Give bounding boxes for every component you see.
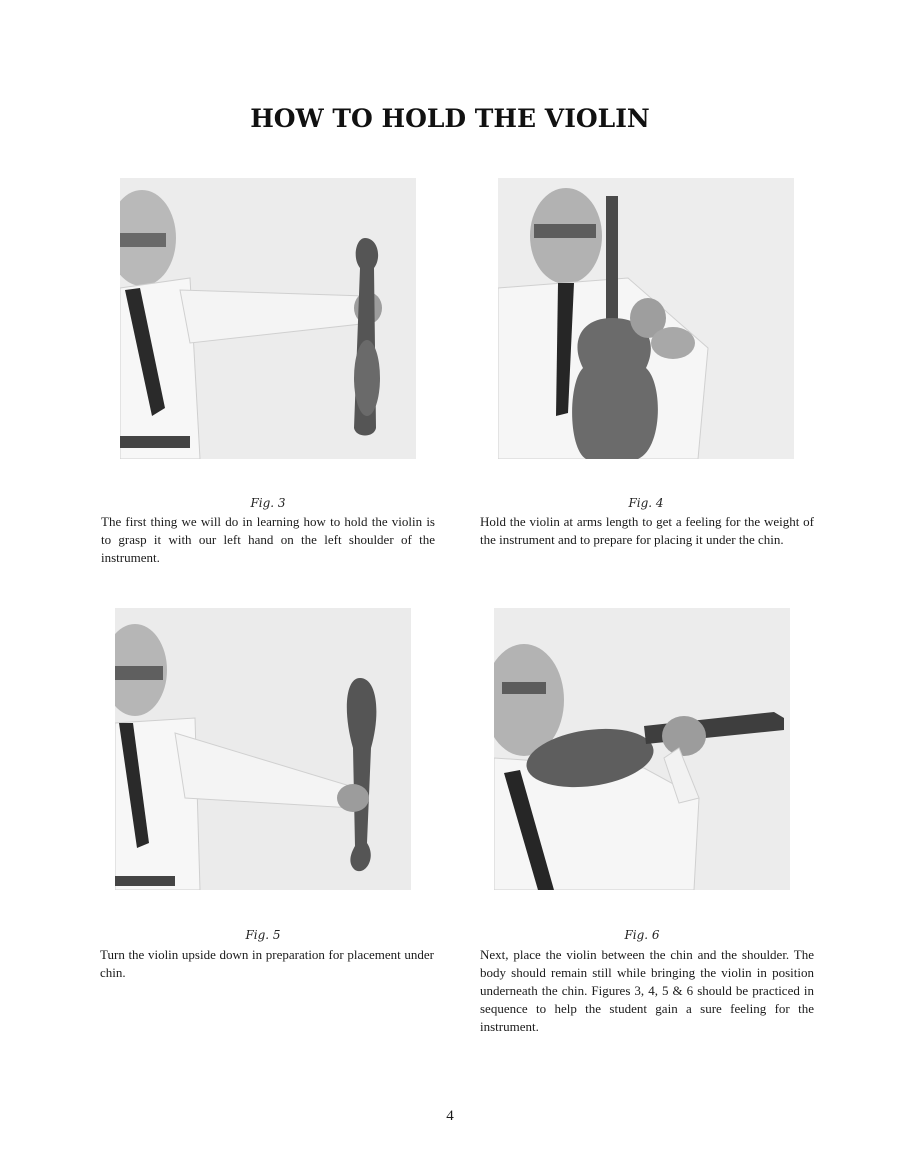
figure-5-photo <box>115 608 411 890</box>
figure-4-photo <box>498 178 794 459</box>
violinist-photo-icon <box>494 608 790 890</box>
figure-5-label: Fig. 5 <box>245 928 281 942</box>
figure-3-caption: The first thing we will do in learning how to hold the violin is to grasp it with our left hand on the left shoulder of the instrument. <box>101 514 435 565</box>
figure-4-caption: Hold the violin at arms length to get a feeling for the weight of the instrument and to prepare for placing it under the chin. <box>480 514 814 547</box>
figure-6-photo <box>494 608 790 890</box>
figure-4-label: Fig. 4 <box>628 496 664 510</box>
violinist-photo-icon <box>498 178 794 459</box>
figure-6-label: Fig. 6 <box>624 928 660 942</box>
page-title: HOW TO HOLD THE VIOLIN <box>250 104 650 133</box>
page-number: 4 <box>446 1108 454 1124</box>
violinist-photo-icon <box>115 608 411 890</box>
figure-5-caption: Turn the violin upside down in preparation for placement under chin. <box>100 947 434 980</box>
figure-6-caption: Next, place the violin between the chin and the shoulder. The body should remain still while bringing the violin in position underneath the chin. Figures 3, 4, 5 & 6 should be practiced in sequence to help the student gain a sure feeling for the instrument. <box>480 947 814 1034</box>
figure-3-photo <box>120 178 416 459</box>
violinist-photo-icon <box>120 178 416 459</box>
figure-3-label: Fig. 3 <box>250 496 286 510</box>
